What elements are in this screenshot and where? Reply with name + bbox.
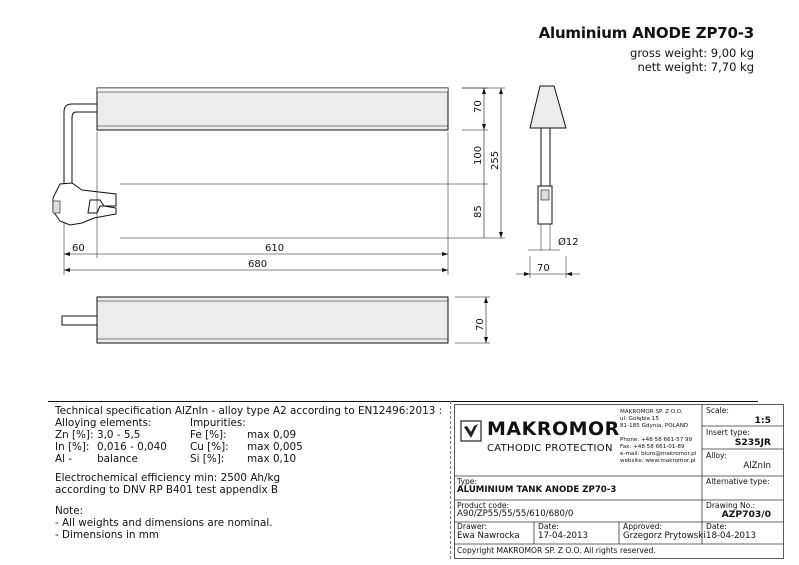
spec-row-imp: Fe [%]: bbox=[190, 429, 227, 441]
alloy-label: Alloy: bbox=[706, 451, 727, 460]
spec-row-el: Al - bbox=[55, 453, 73, 465]
dim-255: 255 bbox=[490, 150, 501, 170]
impurities-label: Impurities: bbox=[190, 417, 246, 429]
spec-row-val: 0,016 - 0,040 bbox=[97, 441, 167, 453]
type-value: ALUMINIUM TANK ANODE ZP70-3 bbox=[457, 485, 617, 495]
approved-value: Grzegorz Prytowski bbox=[623, 531, 706, 541]
date-value: 18-04-2013 bbox=[706, 531, 756, 541]
insert-value: S235JR bbox=[734, 437, 771, 448]
address-line: website: www.makromor.pl bbox=[620, 458, 696, 464]
address-line: ul. Gołębia 15 bbox=[620, 416, 659, 422]
address-line: MAKROMOR SP. Z O.O. bbox=[620, 409, 683, 415]
dim-60: 60 bbox=[72, 243, 85, 254]
fork-clamp bbox=[53, 183, 116, 225]
spec-row-el: In [%]: bbox=[55, 441, 90, 453]
type-label: Type: bbox=[457, 477, 477, 486]
efficiency-line-1: Electrochemical efficiency min: 2500 Ah/kg bbox=[55, 472, 281, 484]
spec-row-val: balance bbox=[97, 453, 138, 465]
drawing-no-value: AZP703/0 bbox=[721, 509, 771, 520]
nett-weight: nett weight: 7,70 kg bbox=[637, 60, 754, 74]
address-line: 81-185 Gdynia, POLAND bbox=[620, 423, 689, 429]
company-tagline: CATHODIC PROTECTION bbox=[487, 443, 613, 454]
company-name: MAKROMOR bbox=[487, 418, 620, 440]
date-label: Date: bbox=[538, 522, 559, 531]
anode-body-front bbox=[97, 88, 448, 130]
note-1: - All weights and dimensions are nominal. bbox=[55, 517, 273, 529]
scale-label: Scale: bbox=[706, 406, 729, 415]
alloying-label: Alloying elements: bbox=[55, 417, 152, 429]
spec-row-max: max 0,005 bbox=[247, 441, 303, 453]
dim-680: 680 bbox=[248, 259, 268, 270]
drawer-label: Drawer: bbox=[457, 522, 488, 531]
insert-label: Insert type: bbox=[706, 428, 750, 437]
address-line: Phone: +48 58 661-57 99 bbox=[620, 437, 693, 443]
approved-label: Approved: bbox=[623, 522, 662, 531]
spec-heading: Technical specification AlZnIn - alloy type A2 according to EN12496:2013 : bbox=[55, 405, 443, 417]
drawing-no-label: Drawing No.: bbox=[706, 501, 756, 510]
spec-row-el: Zn [%]: bbox=[55, 429, 94, 441]
dim-d12: Ø12 bbox=[558, 237, 579, 248]
alloy-value: AlZnIn bbox=[743, 461, 771, 471]
spec-row-max: max 0,10 bbox=[247, 453, 297, 465]
date-label: Date: bbox=[706, 522, 727, 531]
dim-70-top: 70 bbox=[473, 100, 484, 113]
product-code-value: A90/ZP55/55/55/610/680/0 bbox=[457, 509, 574, 519]
spec-row-val: 3,0 - 5,5 bbox=[97, 429, 141, 441]
address-line: Fax: +48 58 661-01-89 bbox=[620, 444, 685, 450]
anode-body-bottom bbox=[97, 297, 448, 343]
spec-row-max: max 0,09 bbox=[247, 429, 297, 441]
address-line: e-mail: biuro@makromor.pl bbox=[620, 451, 697, 457]
note-2: - Dimensions in mm bbox=[55, 529, 160, 541]
dim-85: 85 bbox=[473, 205, 484, 218]
date-value: 17-04-2013 bbox=[538, 531, 588, 541]
dim-610: 610 bbox=[265, 243, 285, 254]
drawer-value: Ewa Nawrocka bbox=[457, 531, 520, 541]
frame-divider bbox=[450, 401, 451, 559]
anode-body-side bbox=[530, 86, 566, 128]
gross-weight: gross weight: 9,00 kg bbox=[630, 46, 754, 60]
scale-value: 1:5 bbox=[754, 415, 771, 426]
note-label: Note: bbox=[55, 505, 84, 517]
makromor-logo-icon bbox=[460, 420, 482, 442]
dim-100: 100 bbox=[473, 145, 484, 165]
dim-70-bottom: 70 bbox=[475, 318, 486, 331]
product-code-label: Product code: bbox=[457, 501, 510, 510]
dim-70-side: 70 bbox=[537, 263, 550, 274]
spec-row-imp: Cu [%]: bbox=[190, 441, 229, 453]
frame-top-line bbox=[48, 401, 758, 402]
insert-bar-bottom bbox=[62, 316, 97, 325]
efficiency-line-2: according to DNV RP B401 test appendix B bbox=[55, 484, 279, 496]
spec-row-imp: Si [%]: bbox=[190, 453, 225, 465]
alt-type-label: Alternative type: bbox=[706, 477, 770, 486]
drawing-title: Aluminium ANODE ZP70-3 bbox=[538, 24, 754, 42]
copyright: Copyright MAKROMOR SP. Z O.O. All rights reserved. bbox=[457, 546, 656, 555]
